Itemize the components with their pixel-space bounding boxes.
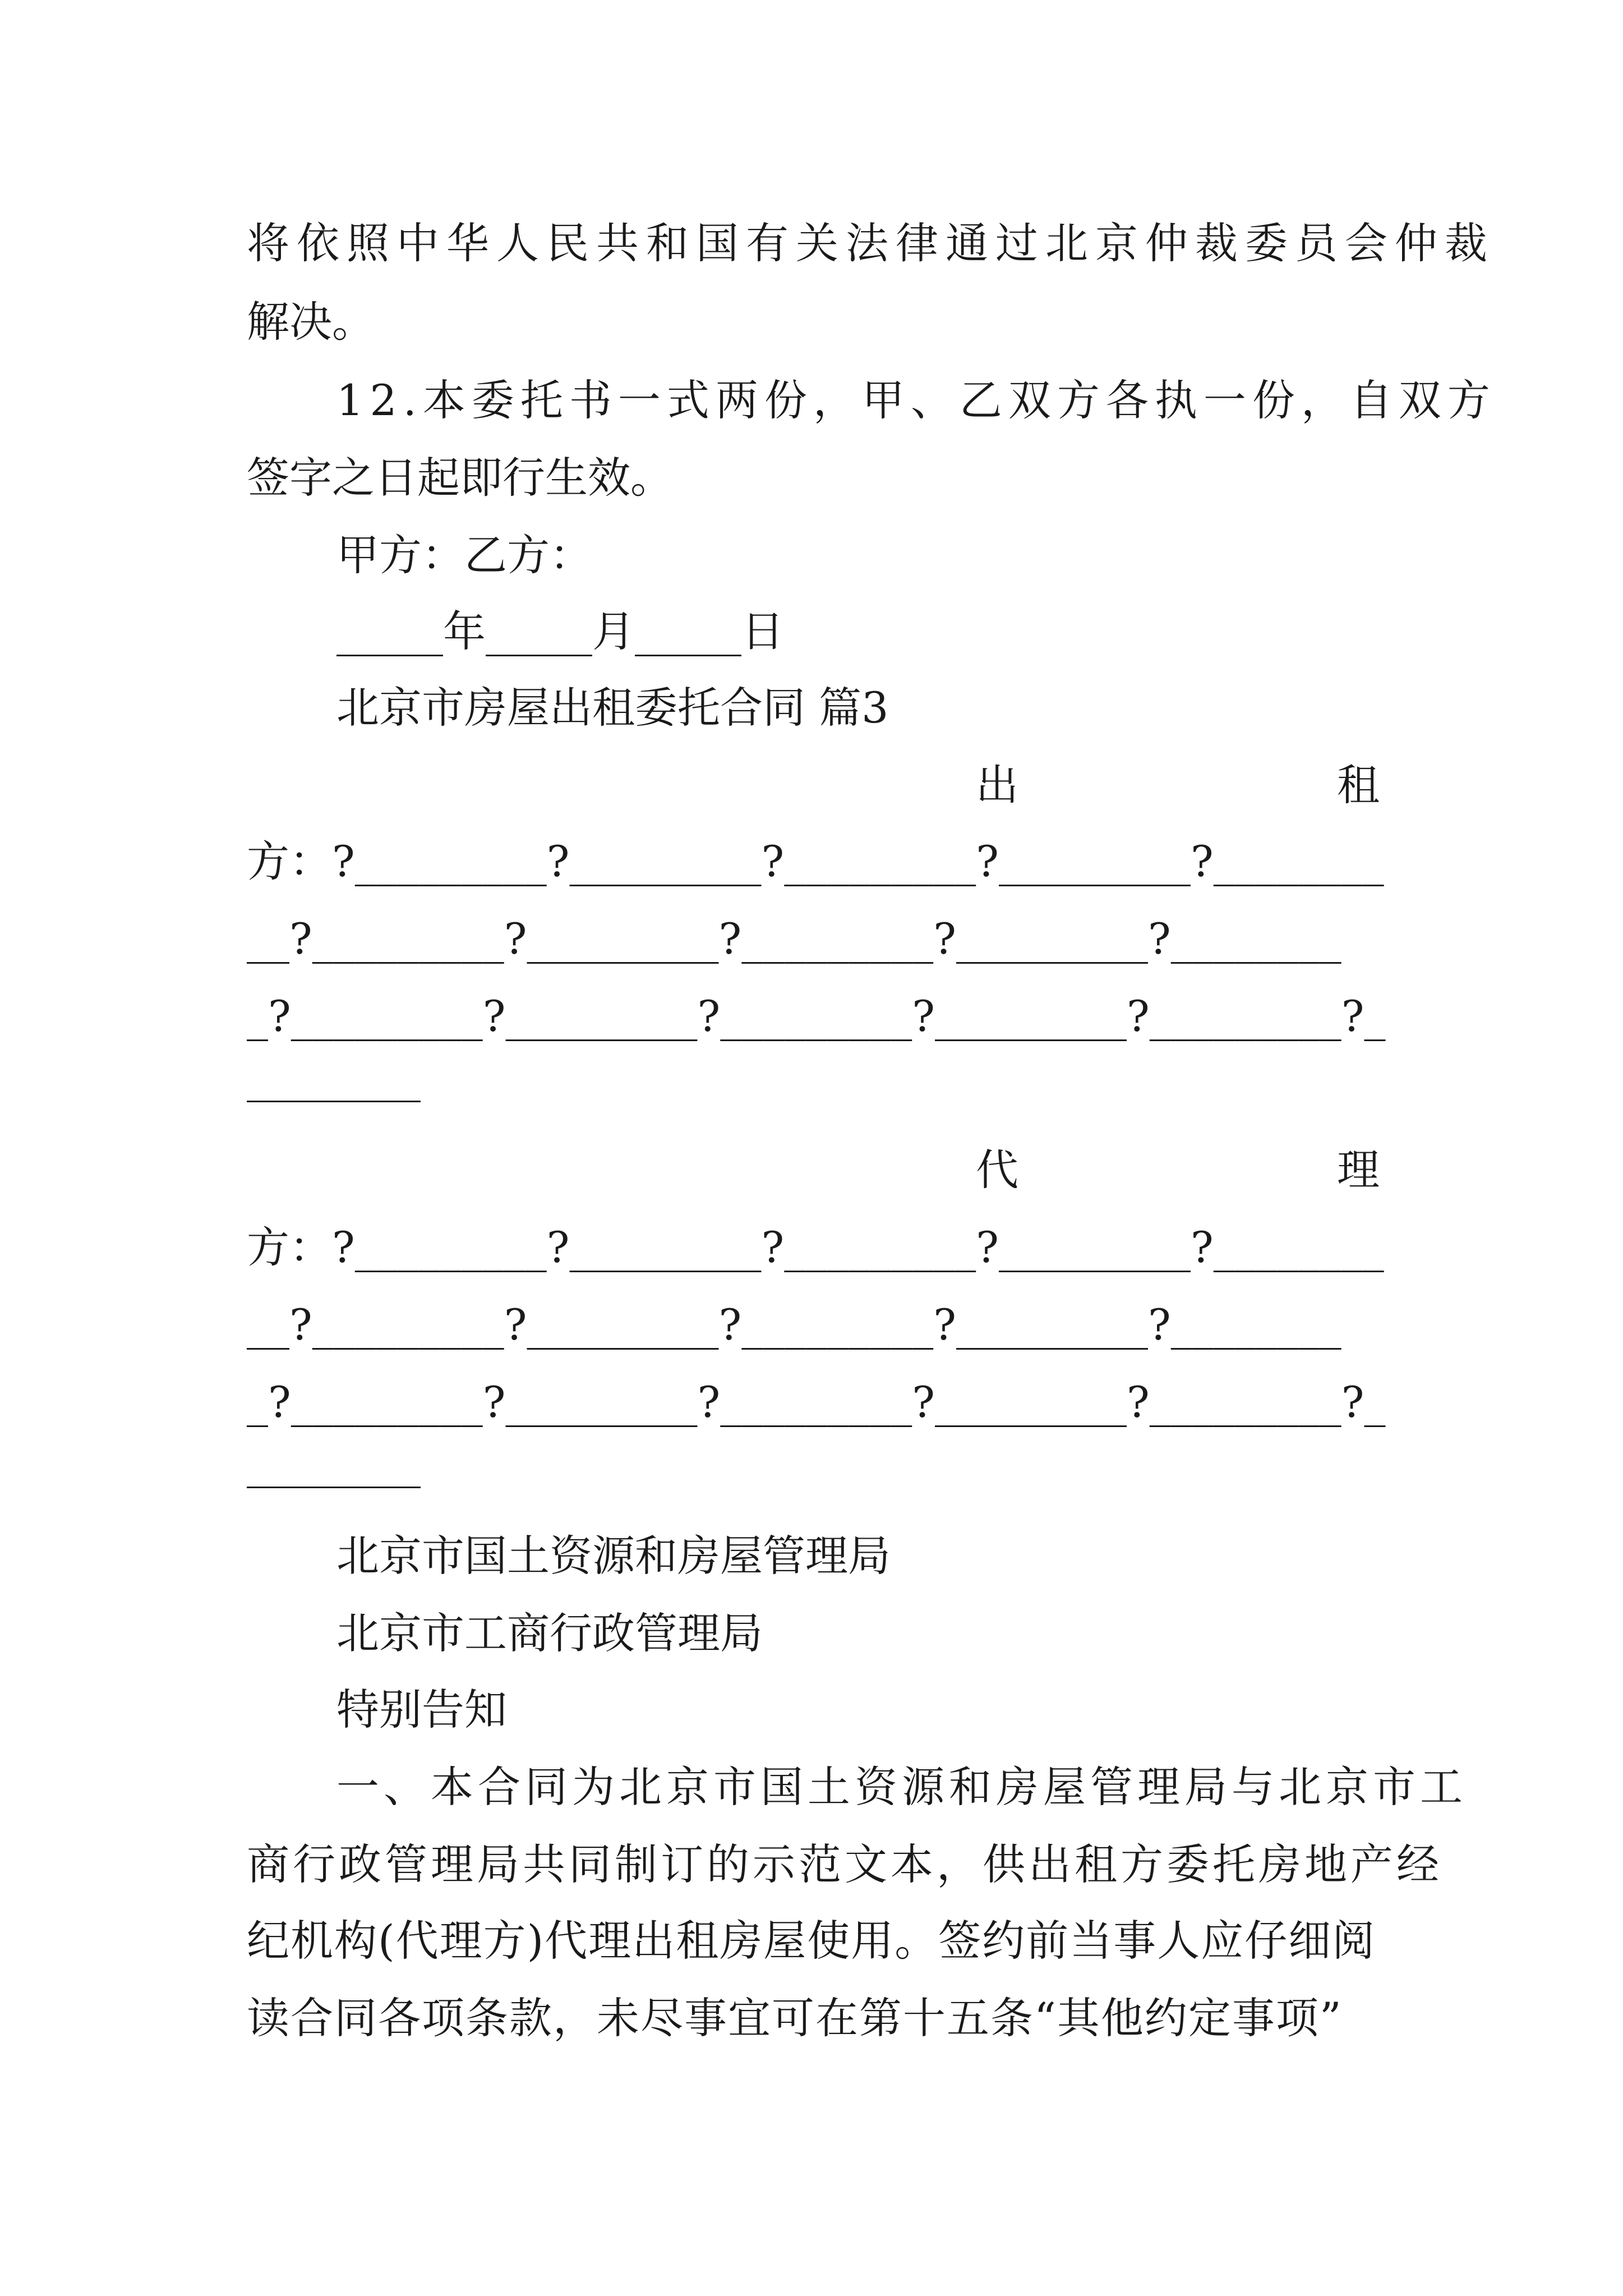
notice-line: 读合同各项条款，未尽事宜可在第十五条“其他约定事项” <box>247 1993 1343 2043</box>
notice-line: 纪机构(代理方)代理出租房屋使用。签约前当事人应仔细阅 <box>247 1916 1376 1966</box>
clause-12-line: 12.本委托书一式两份，甲、乙双方各执一份，自双方 <box>336 375 1496 425</box>
paragraph-line: 解决。 <box>247 297 375 347</box>
agent-underline <box>247 1487 421 1488</box>
agent-fill-line: __?_________?_________?_________?_________?________ <box>247 1300 1341 1350</box>
signature-line: 甲方：乙方： <box>336 530 592 580</box>
section-title: 北京市房屋出租委托合同 篇3 <box>336 683 889 733</box>
agent-label <box>976 1142 1380 1198</box>
lessor-fill-line: _?_________?_________?_________?_________?_________?_ <box>247 991 1386 1041</box>
lessor-char-1: 出 <box>976 760 1018 810</box>
lessor-label <box>976 757 1380 813</box>
lessor-char-2: 租 <box>1337 760 1380 810</box>
notice-line: 一、本合同为北京市国土资源和房屋管理局与北京市工 <box>336 1762 1467 1812</box>
date-line: _____年_____月_____日 <box>336 606 784 656</box>
lessor-underline <box>247 1101 421 1102</box>
agent-fill-line: 方：?_________?_________?_________?_________?________ <box>247 1222 1384 1272</box>
notice-title: 特别告知 <box>336 1685 507 1734</box>
agent-fill-line: _?_________?_________?_________?_________?_________?_ <box>247 1377 1386 1427</box>
issuer-line: 北京市工商行政管理局 <box>336 1608 763 1658</box>
lessor-fill-line: 方：?_________?_________?_________?_________?________ <box>247 836 1384 886</box>
notice-line: 商行政管理局共同制订的示范文本，供出租方委托房地产经 <box>247 1839 1442 1889</box>
lessor-fill-line: __?_________?_________?_________?_________?________ <box>247 914 1341 964</box>
paragraph-line: 将依照中华人民共和国有关法律通过北京仲裁委员会仲裁 <box>247 218 1495 268</box>
issuer-line: 北京市国土资源和房屋管理局 <box>336 1531 891 1581</box>
agent-char-1: 代 <box>976 1145 1018 1195</box>
agent-char-2: 理 <box>1337 1145 1380 1195</box>
paragraph-line: 签字之日起即行生效。 <box>247 453 673 503</box>
